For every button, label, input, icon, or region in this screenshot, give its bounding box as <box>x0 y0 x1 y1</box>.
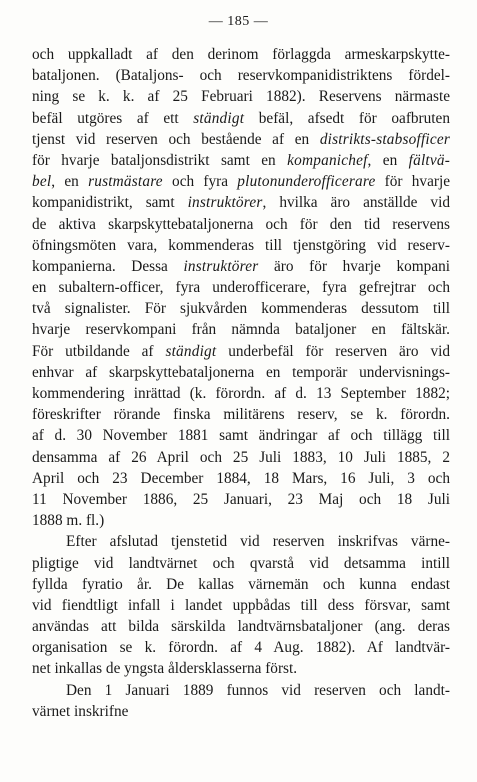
text-line: bel, en rustmästare och fyra plutonunderofficerare för hvarje <box>32 173 450 191</box>
text-line: För utbildande af ständigt underbefäl för reserven äro vid <box>32 342 450 360</box>
paragraph <box>32 680 450 722</box>
paragraph <box>32 44 450 531</box>
text-line: pligtige vid landtvärnet och qvarstå vid detsamma intill <box>32 554 450 572</box>
text-line: vid fiendtligt infall i landet uppbådas till dess försvar, samt <box>32 596 450 614</box>
text-line: Den 1 Januari 1889 funnos vid reserven och landt- <box>66 681 450 699</box>
text-line: och uppkalladt af den derinom förlaggda armeskarpskytte- <box>32 46 450 63</box>
text-line: net inkallas de yngsta åldersklasserna först. <box>32 660 298 678</box>
text-line: två signalister. För sjukvården kommenderas dessutom till <box>32 300 450 318</box>
text-line: ning se k. k. af 25 Februari 1882). Reservens närmaste <box>32 88 450 106</box>
text-line: bataljonen. (Bataljons- och reservkompanidistriktens fördel- <box>32 67 450 85</box>
text-line: organisation se k. förordn. af 4 Aug. 1882). Af landtvär- <box>32 639 450 657</box>
text-line: de aktiva skarpskyttebataljonerna och för den tid reservens <box>32 215 450 233</box>
text-line: kompanierna. Dessa instruktörer äro för hvarje kompani <box>32 257 451 275</box>
body-text <box>32 44 450 722</box>
text-line: kommendering inrättad (k. förordn. af d. 13 September 1882; <box>32 385 450 402</box>
text-line: en subaltern-officer, fyra underofficerare, fyra gefrejtrar och <box>32 279 450 297</box>
text-line: värnet inskrifne <box>32 702 129 720</box>
text-line: öfningsmöten vara, kommenderas till tjenstgöring vid reserv- <box>32 236 450 254</box>
text-line: tjenst vid reserven och bestående af en distrikts-stabsofficer <box>32 130 450 148</box>
text-line: föreskrifter rörande finska militärens reserv, se k. förordn. <box>32 406 450 424</box>
text-line: befäl utgöres af ett ständigt befäl, afsedt för oafbruten <box>32 109 450 127</box>
text-line: Efter afslutad tjenstetid vid reserven inskrifvas värne- <box>66 533 450 551</box>
text-line: fyllda fyratio år. De kallas värnemän och kunna endast <box>32 575 450 593</box>
text-line: för hvarje bataljonsdistrikt samt en kompanichef, en fältvä- <box>32 151 450 169</box>
text-line: användas att bilda särskilda landtvärnsbataljoner (ang. deras <box>32 618 450 636</box>
text-line: densamma af 26 April och 25 Juli 1883, 10 Juli 1885, 2 <box>32 448 450 466</box>
text-line: 11 November 1886, 25 Januari, 23 Maj och 18 Juli <box>32 490 450 508</box>
text-line: enhvar af skarpskyttebataljonerna en temporär undervisnings- <box>32 363 450 381</box>
text-line: April och 23 December 1884, 18 Mars, 16 Juli, 3 och <box>32 469 450 487</box>
text-line: kompanidistrikt, samt instruktörer, hvilka äro anställde vid <box>32 194 450 212</box>
paragraph <box>32 531 450 679</box>
text-line: af d. 30 November 1881 samt ändringar af och tillägg till <box>32 427 450 445</box>
page-number: — 185 — <box>208 14 269 29</box>
text-line: 1888 m. fl.) <box>32 512 105 530</box>
text-line: hvarje reservkompani från nämnda bataljoner en fältskär. <box>32 321 450 339</box>
